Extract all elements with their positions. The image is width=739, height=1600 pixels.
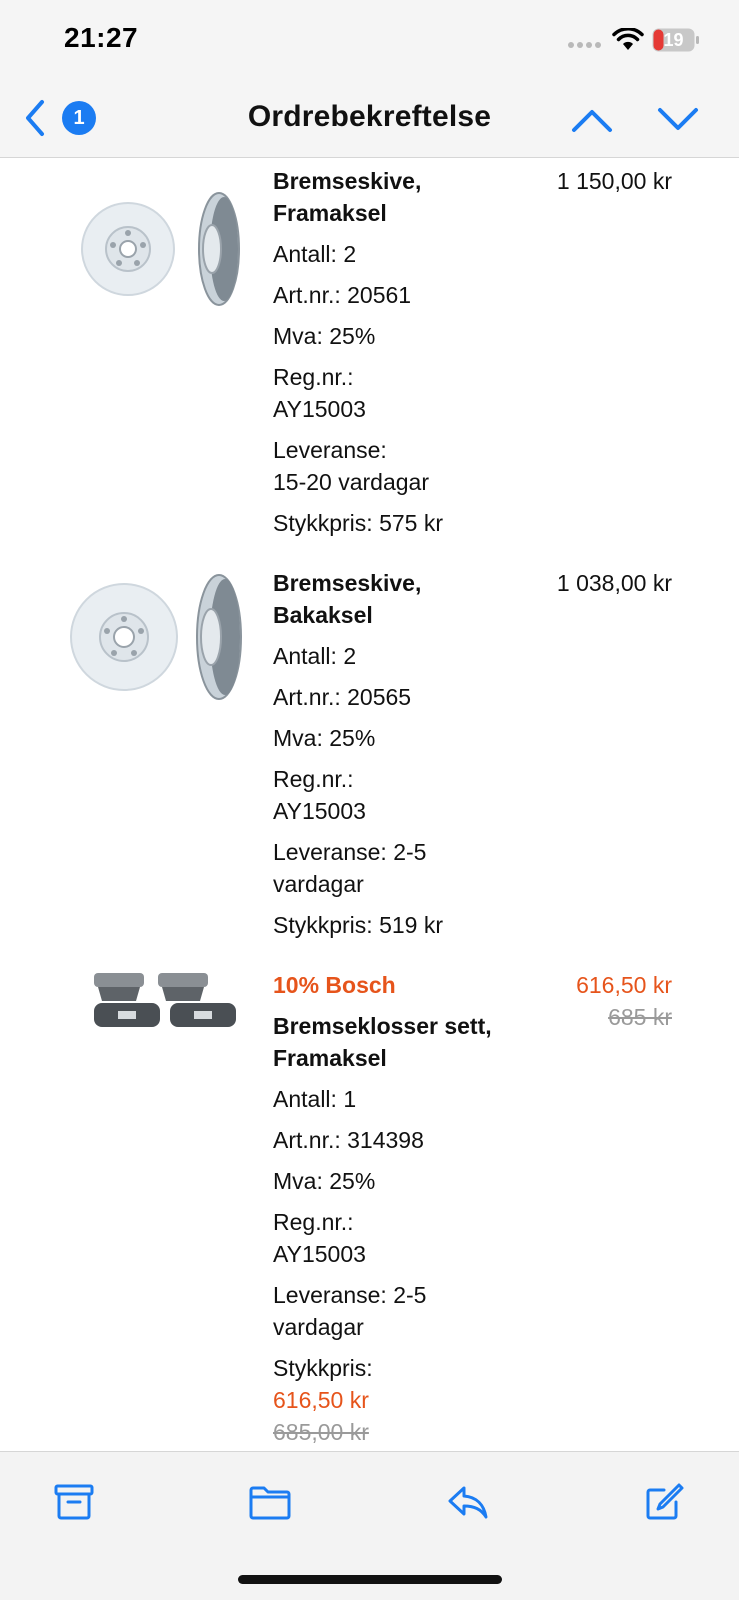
unit-price-sale: 616,50 kr: [273, 1387, 369, 1413]
unit-price-label: Stykkpris:: [273, 1355, 373, 1381]
status-time: 21:27: [64, 22, 139, 53]
folder-icon[interactable]: [248, 1480, 292, 1524]
compose-icon[interactable]: [642, 1480, 686, 1524]
battery-level: 19: [663, 30, 684, 50]
message-body[interactable]: [0, 159, 739, 1451]
reg-label: Reg.nr.:: [273, 766, 354, 792]
delivery-label: Leveranse: 2-5: [273, 1282, 427, 1308]
delivery-time: vardagar: [273, 871, 364, 897]
wifi-icon: [612, 28, 644, 52]
delivery-label: Leveranse:: [273, 437, 387, 463]
home-indicator[interactable]: [238, 1575, 502, 1584]
reg-number: AY15003: [273, 396, 366, 422]
reg-number: AY15003: [273, 798, 366, 824]
line-total-original: 685 kr: [608, 1004, 672, 1030]
line-total: 1 038,00 kr: [556, 570, 672, 596]
quantity: Antall: 2: [273, 241, 357, 267]
line-total-sale: 616,50 kr: [576, 972, 672, 998]
vat: Mva: 25%: [273, 323, 376, 349]
reg-number: AY15003: [273, 1241, 366, 1267]
vat: Mva: 25%: [273, 725, 376, 751]
article-number: Art.nr.: 20565: [273, 684, 412, 710]
brake-disc-icon: [64, 571, 254, 711]
brake-disc-icon: [64, 183, 254, 323]
quantity: Antall: 2: [273, 643, 357, 669]
brake-pads-icon: [64, 963, 254, 1103]
product-name: Bremseskive, Bakaksel: [273, 570, 422, 628]
unit-price: Stykkpris: 519 kr: [273, 912, 443, 938]
unread-count-badge[interactable]: 1: [62, 101, 96, 135]
unit-price: Stykkpris: 575 kr: [273, 510, 443, 536]
delivery-time: 15-20 vardagar: [273, 469, 429, 495]
quantity: Antall: 1: [273, 1086, 357, 1112]
page-title: Ordrebekreftelse: [247, 100, 492, 133]
archive-icon[interactable]: [52, 1480, 96, 1524]
signal-dots-icon: [568, 42, 601, 48]
line-total: 1 150,00 kr: [556, 168, 672, 194]
battery-icon: [652, 28, 700, 52]
unit-price-original: 685,00 kr: [273, 1419, 369, 1445]
status-bar: [0, 0, 739, 84]
vat: Mva: 25%: [273, 1168, 376, 1194]
promo-label: 10% Bosch: [273, 972, 396, 998]
reg-label: Reg.nr.:: [273, 364, 354, 390]
reply-icon[interactable]: [446, 1480, 490, 1524]
navigation-bar: [0, 84, 739, 158]
article-number: Art.nr.: 314398: [273, 1127, 424, 1153]
reg-label: Reg.nr.:: [273, 1209, 354, 1235]
article-number: Art.nr.: 20561: [273, 282, 412, 308]
delivery-time: vardagar: [273, 1314, 364, 1340]
delivery-label: Leveranse: 2-5: [273, 839, 427, 865]
chevron-down-icon[interactable]: [656, 104, 700, 136]
product-name: Bremseklosser sett, Framaksel: [273, 1013, 492, 1071]
chevron-up-icon[interactable]: [570, 104, 614, 136]
product-name: Bremseskive, Framaksel: [273, 168, 422, 226]
